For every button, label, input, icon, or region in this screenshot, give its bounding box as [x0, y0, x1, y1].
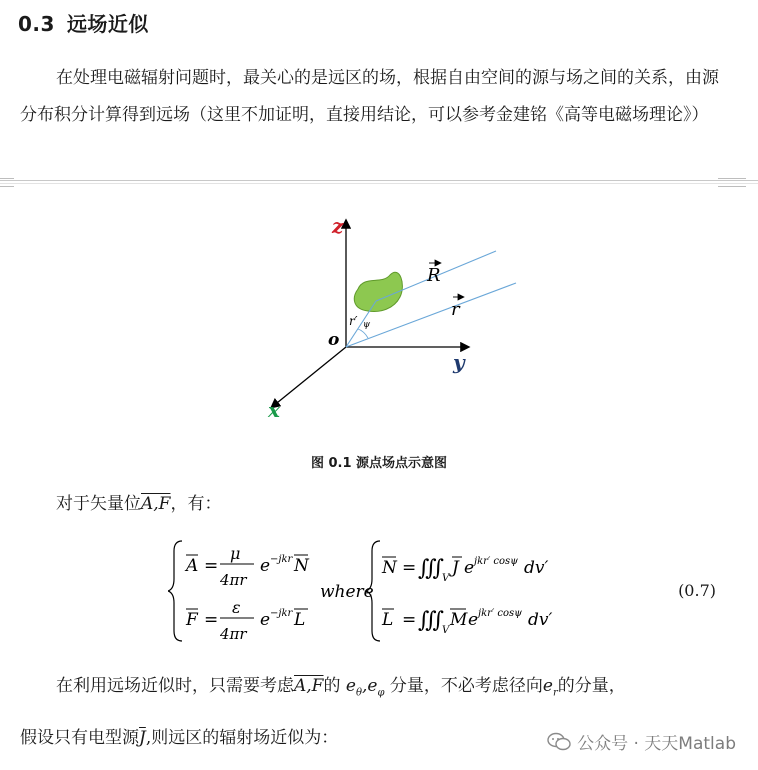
- J-symbol: $\overline{J}$: [139, 728, 146, 748]
- denominator-A: 4πr: [220, 571, 247, 589]
- inner-power-N: jkr′ cosψ: [474, 556, 518, 567]
- sentence-text: 对于矢量位: [56, 494, 141, 514]
- exp-power-F: −jkr: [270, 608, 293, 619]
- origin-label: o: [328, 330, 340, 350]
- L-term: L: [294, 610, 306, 630]
- figure-caption: 图 0.1 源点场点示意图: [310, 456, 448, 471]
- sentence-suffix: ，有：: [170, 494, 222, 514]
- inner-power-L: jkr′ cosψ: [478, 608, 522, 619]
- svg-text:=: =: [204, 556, 219, 576]
- M-integrand: M: [450, 610, 468, 630]
- svg-text:e: e: [468, 610, 479, 630]
- triple-integral-N: ∭: [418, 556, 445, 581]
- psi-label: ψ: [363, 320, 371, 330]
- far-field-sentence: 在利用远场近似时，只需要考虑A,F的 $e_\theta,e_\varphi$ 分量，不必考虑径向$e_r$的分量，: [56, 676, 626, 699]
- x-axis: [272, 347, 346, 407]
- x-axis-label: x: [268, 398, 280, 422]
- A-lhs: A: [186, 556, 199, 576]
- page-separator-secondary: [0, 183, 758, 184]
- section-number: 0.3: [18, 12, 55, 36]
- svg-text:=: =: [402, 610, 417, 630]
- where-word: where: [320, 582, 374, 602]
- exp-power-A: −jkr: [270, 554, 293, 565]
- section-title: 远场近似: [66, 12, 149, 36]
- source-region: [354, 272, 402, 311]
- N-lhs: N: [382, 558, 397, 578]
- L-lhs: L: [382, 610, 394, 630]
- unit-vector-theta: $e_\theta,e_\varphi$: [345, 676, 385, 699]
- rprime-label: r′: [349, 314, 358, 328]
- triple-integral-L: ∭: [418, 608, 445, 633]
- section-heading: [18, 8, 149, 37]
- r-label: r: [451, 299, 460, 320]
- dv-L: dv′: [528, 610, 553, 630]
- R-label: R: [427, 265, 441, 286]
- y-axis-label: y: [453, 350, 465, 374]
- mu: μ: [230, 544, 241, 563]
- wechat-icon: [547, 732, 571, 752]
- intro-paragraph: 在处理电磁辐射问题时，最关心的是远区的场，根据自由空间的源与场之间的关系，由源分布积分计算得到远场（这里不加证明，直接用结论，可以参考金建铭《高等电磁场理论》）: [20, 68, 719, 125]
- exp-A: e: [260, 556, 271, 576]
- separator-left-marker: [0, 178, 14, 187]
- separator-right-marker: [718, 178, 746, 187]
- volume-sub-N: V: [442, 573, 450, 584]
- vector-potential-sentence: [56, 486, 756, 523]
- J-integrand: J: [452, 558, 459, 578]
- svg-text:=: =: [204, 610, 219, 630]
- denominator-F: 4πr: [220, 625, 247, 643]
- svg-text:e: e: [464, 558, 475, 578]
- watermark-text: 公众号 · 天天Matlab: [577, 734, 736, 754]
- epsilon: ε: [232, 598, 241, 617]
- electric-source-sentence: 假设只有电型源$\overline{J}$,则远区的辐射场近似为：: [20, 728, 339, 748]
- dv-N: dv′: [524, 558, 549, 578]
- svg-text:=: =: [402, 558, 417, 578]
- page-separator: [0, 180, 758, 181]
- watermark: [547, 729, 736, 754]
- equation-0-7: [168, 535, 588, 650]
- vectors-AF: A,F: [294, 676, 324, 696]
- exp-F: e: [260, 610, 271, 630]
- z-axis-label: z: [332, 214, 344, 238]
- F-lhs: F: [186, 610, 198, 630]
- coordinate-figure: [250, 205, 550, 430]
- N-term: N: [294, 556, 309, 576]
- vector-names: A,F: [141, 494, 171, 514]
- unit-vector-r: $e_r$: [542, 676, 558, 699]
- angle-arc: [358, 329, 368, 338]
- equation-number: (0.7): [678, 581, 716, 600]
- volume-sub-L: V: [442, 625, 450, 636]
